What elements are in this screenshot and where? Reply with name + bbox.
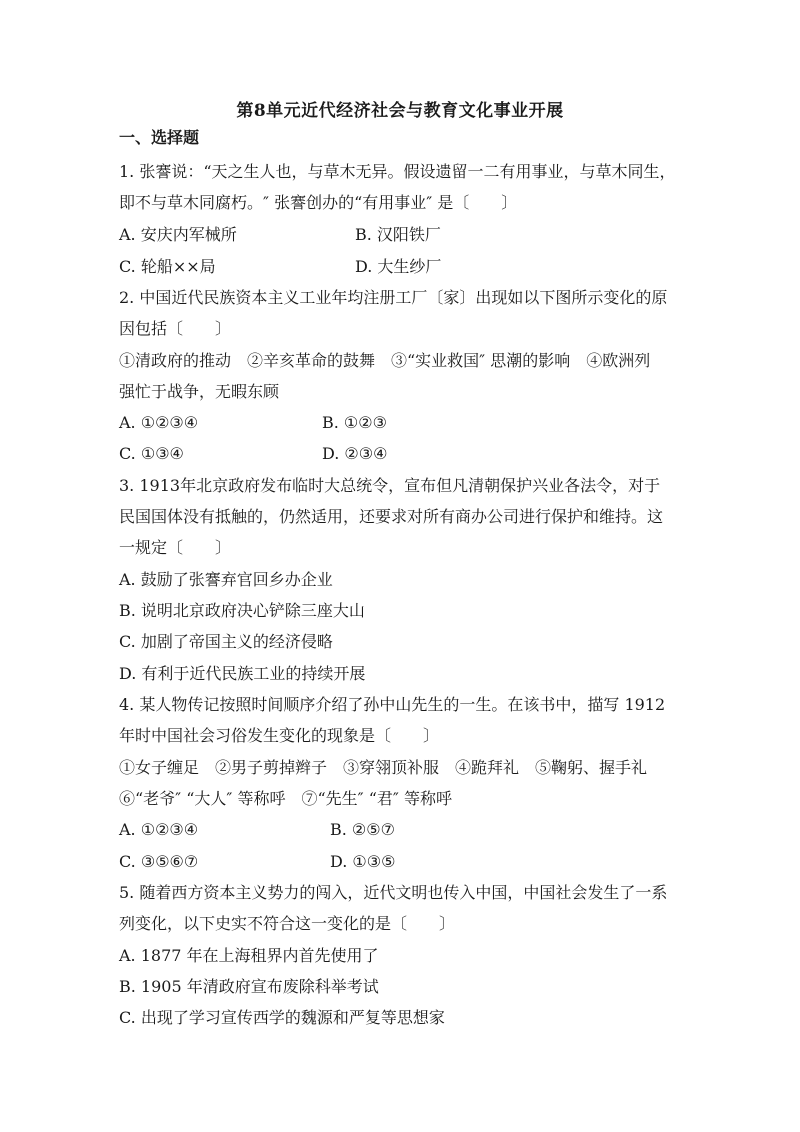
- q5-stem-line1: 5. 随着西方资本主义势力的闯入，近代文明也传入中国，中国社会发生了一系: [119, 883, 668, 902]
- q3-option-b: B. 说明北京政府决心铲除三座大山: [119, 601, 365, 620]
- q4-stem-line2: 年时中国社会习俗发生变化的现象是〔 〕: [119, 726, 440, 745]
- q5-option-a: A. 1877 年在上海租界内首先使用了: [119, 946, 379, 965]
- q1-option-a: A. 安庆内军械所: [119, 225, 237, 244]
- q2-stem-line4: 强忙于战争，无暇东顾: [119, 382, 280, 401]
- q5-option-c: C. 出现了学习宣传西学的魏源和严复等思想家: [119, 1008, 445, 1027]
- q4-stem-line1: 4. 某人物传记按照时间顺序介绍了孙中山先生的一生。在该书中，描写 1912: [119, 695, 666, 714]
- section-heading: 一、选择题: [119, 128, 200, 147]
- q3-stem-line2: 民国国体没有抵触的，仍然适用，还要求对所有商办公司进行保护和维持。这: [119, 507, 664, 526]
- q5-stem-line2: 列变化，以下史实不符合这一变化的是〔 〕: [119, 914, 456, 933]
- q2-option-d: D. ②③④: [322, 444, 388, 463]
- q4-stem-line4: ⑥“老爷″ “大人″ 等称呼 ⑦“先生″ “君″ 等称呼: [119, 789, 452, 808]
- q3-option-c: C. 加剧了帝国主义的经济侵略: [119, 632, 333, 651]
- q4-option-d: D. ①③⑤: [330, 852, 396, 871]
- q2-stem-line1: 2. 中国近代民族资本主义工业年均注册工厂〔家〕出现如以下图所示变化的原: [119, 288, 668, 307]
- q1-stem-line1: 1. 张謇说：“天之生人也，与草木无异。假设遗留一二有用事业，与草木同生，: [119, 162, 676, 181]
- q4-option-b: B. ②⑤⑦: [330, 820, 395, 839]
- q2-option-a: A. ①②③④: [119, 413, 199, 432]
- q2-option-b: B. ①②③: [322, 413, 387, 432]
- q4-option-c: C. ③⑤⑥⑦: [119, 852, 199, 871]
- q1-option-d: D. 大生纱厂: [355, 257, 442, 276]
- q1-option-b: B. 汉阳铁厂: [355, 225, 441, 244]
- q4-stem-line3: ①女子缠足 ②男子剪掉辫子 ③穿翎顶补服 ④跪拜礼 ⑤鞠躬、握手礼: [119, 758, 648, 777]
- q3-option-a: A. 鼓励了张謇弃官回乡办企业: [119, 570, 333, 589]
- q1-option-c: C. 轮船××局: [119, 257, 216, 276]
- q3-option-d: D. 有利于近代民族工业的持续开展: [119, 664, 366, 683]
- q5-option-b: B. 1905 年清政府宣布废除科举考试: [119, 977, 379, 996]
- q1-stem-line2: 即不与草木同腐朽。″ 张謇创办的“有用事业″ 是〔 〕: [119, 193, 518, 212]
- document-title: 第8单元近代经济社会与教育文化事业开展: [236, 101, 564, 121]
- q2-stem-line2: 因包括〔 〕: [119, 319, 232, 338]
- q2-option-c: C. ①③④: [119, 444, 184, 463]
- q3-stem-line3: 一规定〔 〕: [119, 538, 232, 557]
- q2-stem-line3: ①清政府的推动 ②辛亥革命的鼓舞 ③“实业救国″ 思潮的影响 ④欧洲列: [119, 351, 651, 370]
- q3-stem-line1: 3. 1913年北京政府发布临时大总统令，宣布但凡清朝保护兴业各法令，对于: [119, 476, 661, 495]
- q4-option-a: A. ①②③④: [119, 820, 199, 839]
